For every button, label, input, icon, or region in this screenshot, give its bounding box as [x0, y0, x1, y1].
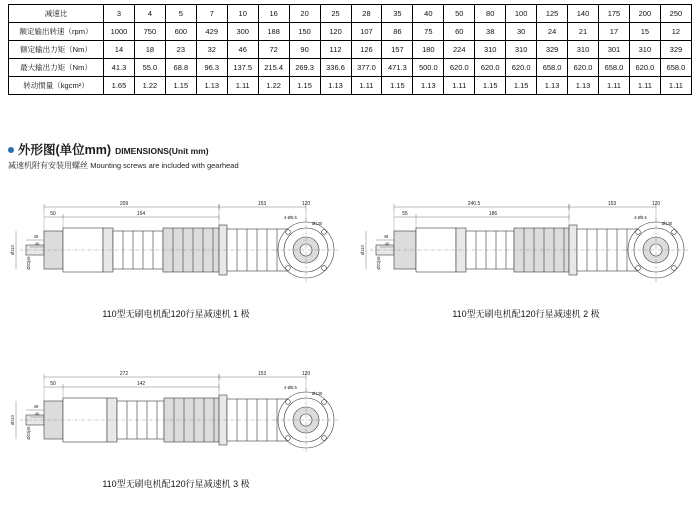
drawing-2-svg	[356, 185, 696, 315]
cell: 1.13	[413, 77, 444, 95]
cell: 500.0	[413, 59, 444, 77]
cell: 5	[165, 5, 196, 23]
cell: 17	[599, 23, 630, 41]
cell: 175	[599, 5, 630, 23]
dim-total-len: 240.5	[467, 201, 481, 207]
row-label: 最大输出力矩（Nm）	[9, 59, 104, 77]
dim-flange-a: 50	[50, 211, 56, 217]
cell: 600	[165, 23, 196, 41]
cell: 1.22	[258, 77, 289, 95]
cell: 429	[196, 23, 227, 41]
dim-shaft-len2: 40	[384, 241, 390, 247]
cell: 1.65	[104, 77, 135, 95]
row-label: 转动惯量（kgcm²）	[9, 77, 104, 95]
cell: 90	[289, 41, 320, 59]
section-title-cn: 外形图(单位mm)	[18, 143, 112, 157]
cell: 72	[258, 41, 289, 59]
cell: 310	[506, 41, 537, 59]
cell: 1.13	[196, 77, 227, 95]
drawing-1	[6, 185, 346, 319]
cell: 1.22	[134, 77, 165, 95]
cell: 50	[444, 5, 475, 23]
cell: 658.0	[537, 59, 568, 77]
cell: 1.15	[165, 77, 196, 95]
cell: 1.11	[227, 77, 258, 95]
table-row	[9, 23, 692, 41]
cell: 1.11	[444, 77, 475, 95]
cell: 7	[196, 5, 227, 23]
dim-face-note: 4-Ø8.5	[284, 215, 297, 220]
cell: 150	[289, 23, 320, 41]
dim-flange-a: 50	[50, 381, 56, 387]
note-en: Mounting screws are included with gearhead	[90, 161, 239, 170]
cell: 30	[506, 23, 537, 41]
dim-shaft-len: 49	[33, 404, 39, 409]
cell: 329	[660, 41, 691, 59]
cell: 1.11	[629, 77, 660, 95]
cell: 750	[134, 23, 165, 41]
cell: 269.3	[289, 59, 320, 77]
cell: 658.0	[599, 59, 630, 77]
cell: 224	[444, 41, 475, 59]
dim-shaft-dia: Ø22js6	[26, 256, 31, 270]
section-title-en: DIMENSIONS(Unit mm)	[115, 146, 209, 156]
cell: 1.13	[568, 77, 599, 95]
drawing-1-svg	[6, 185, 346, 315]
cell: 46	[227, 41, 258, 59]
dim-face-note: 4-Ø8.5	[284, 385, 297, 390]
dim-flange-dia: Ø110	[10, 415, 15, 425]
cell: 40	[413, 5, 444, 23]
cell: 620.0	[506, 59, 537, 77]
cell: 180	[413, 41, 444, 59]
cell: 68.8	[165, 59, 196, 77]
cell: 112	[320, 41, 351, 59]
dim-motor-len: 153	[257, 371, 267, 377]
cell: 15	[629, 23, 660, 41]
cell: 215.4	[258, 59, 289, 77]
cell: 107	[351, 23, 382, 41]
cell: 301	[599, 41, 630, 59]
cell: 20	[289, 5, 320, 23]
cell: 23	[165, 41, 196, 59]
cell: 3	[104, 5, 135, 23]
dim-shaft-dia: Ø22js6	[376, 256, 381, 270]
cell: 200	[629, 5, 660, 23]
cell: 120	[320, 23, 351, 41]
dim-face-pcd: Ø130	[312, 221, 323, 226]
cell: 1.15	[289, 77, 320, 95]
dim-face-outer: 120	[301, 371, 311, 377]
cell: 14	[104, 41, 135, 59]
bullet-dot-icon	[8, 147, 14, 153]
dim-shaft-len2: 40	[34, 411, 40, 417]
cell: 1.11	[351, 77, 382, 95]
dim-flange-dia: Ø110	[360, 245, 365, 255]
cell: 25	[320, 5, 351, 23]
cell: 329	[537, 41, 568, 59]
drawing-1-caption: 110型无刷电机配120行星减速机 1 极	[102, 309, 250, 319]
cell: 100	[506, 5, 537, 23]
table-row	[9, 41, 692, 59]
cell: 55.0	[134, 59, 165, 77]
dim-mid-len: 186	[488, 211, 498, 217]
dim-total-len: 209	[119, 201, 129, 207]
dim-mid-len: 154	[136, 211, 146, 217]
cell: 16	[258, 5, 289, 23]
cell: 75	[413, 23, 444, 41]
dim-shaft-dia: Ø22js6	[26, 426, 31, 440]
cell: 250	[660, 5, 691, 23]
dim-motor-len: 153	[607, 201, 617, 207]
dim-shaft-len: 49	[33, 234, 39, 239]
drawing-3-svg	[6, 355, 346, 485]
row-label: 减速比	[9, 5, 104, 23]
note-cn: 减速机附有安装用螺丝	[8, 161, 88, 170]
cell: 620.0	[444, 59, 475, 77]
drawing-3	[6, 355, 346, 489]
cell: 1000	[104, 23, 135, 41]
cell: 126	[351, 41, 382, 59]
spec-table	[8, 4, 692, 95]
cell: 32	[196, 41, 227, 59]
table-row	[9, 59, 692, 77]
cell: 28	[351, 5, 382, 23]
cell: 41.3	[104, 59, 135, 77]
dim-face-pcd: Ø130	[662, 221, 673, 226]
cell: 157	[382, 41, 413, 59]
cell: 310	[568, 41, 599, 59]
cell: 140	[568, 5, 599, 23]
cell: 10	[227, 5, 258, 23]
cell: 96.3	[196, 59, 227, 77]
cell: 12	[660, 23, 691, 41]
dim-face-outer: 120	[301, 201, 311, 207]
cell: 80	[475, 5, 506, 23]
dim-shaft-len2: 40	[34, 241, 40, 247]
dim-face-note: 4-Ø8.5	[634, 215, 647, 220]
dim-motor-len: 153	[257, 201, 267, 207]
dim-mid-len: 142	[136, 381, 146, 387]
cell: 1.13	[320, 77, 351, 95]
cell: 86	[382, 23, 413, 41]
cell: 35	[382, 5, 413, 23]
cell: 658.0	[660, 59, 691, 77]
cell: 4	[134, 5, 165, 23]
cell: 1.11	[660, 77, 691, 95]
dimensions-section-heading	[8, 140, 209, 158]
cell: 300	[227, 23, 258, 41]
cell: 620.0	[568, 59, 599, 77]
specification-table	[8, 4, 692, 95]
cell: 125	[537, 5, 568, 23]
cell: 18	[134, 41, 165, 59]
dim-total-len: 272	[119, 371, 129, 377]
table-row	[9, 77, 692, 95]
cell: 620.0	[475, 59, 506, 77]
drawing-3-caption: 110型无刷电机配120行星减速机 3 极	[102, 479, 250, 489]
cell: 1.13	[537, 77, 568, 95]
drawing-2-caption: 110型无刷电机配120行星减速机 2 极	[452, 309, 600, 319]
dim-face-outer: 120	[651, 201, 661, 207]
cell: 24	[537, 23, 568, 41]
cell: 1.15	[382, 77, 413, 95]
cell: 310	[475, 41, 506, 59]
cell: 188	[258, 23, 289, 41]
cell: 620.0	[629, 59, 660, 77]
cell: 471.3	[382, 59, 413, 77]
cell: 310	[629, 41, 660, 59]
cell: 137.5	[227, 59, 258, 77]
dimensions-section-note	[8, 160, 239, 171]
cell: 1.11	[599, 77, 630, 95]
dim-face-pcd: Ø130	[312, 391, 323, 396]
cell: 1.15	[506, 77, 537, 95]
dim-shaft-len: 49	[383, 234, 389, 239]
table-row	[9, 5, 692, 23]
cell: 60	[444, 23, 475, 41]
cell: 1.15	[475, 77, 506, 95]
row-label: 额定输出转速（rpm）	[9, 23, 104, 41]
cell: 38	[475, 23, 506, 41]
cell: 21	[568, 23, 599, 41]
drawing-2	[356, 185, 696, 319]
cell: 336.6	[320, 59, 351, 77]
row-label: 额定输出力矩（Nm）	[9, 41, 104, 59]
cell: 377.0	[351, 59, 382, 77]
dim-flange-dia: Ø110	[10, 245, 15, 255]
dim-flange-a: 55	[402, 211, 408, 217]
